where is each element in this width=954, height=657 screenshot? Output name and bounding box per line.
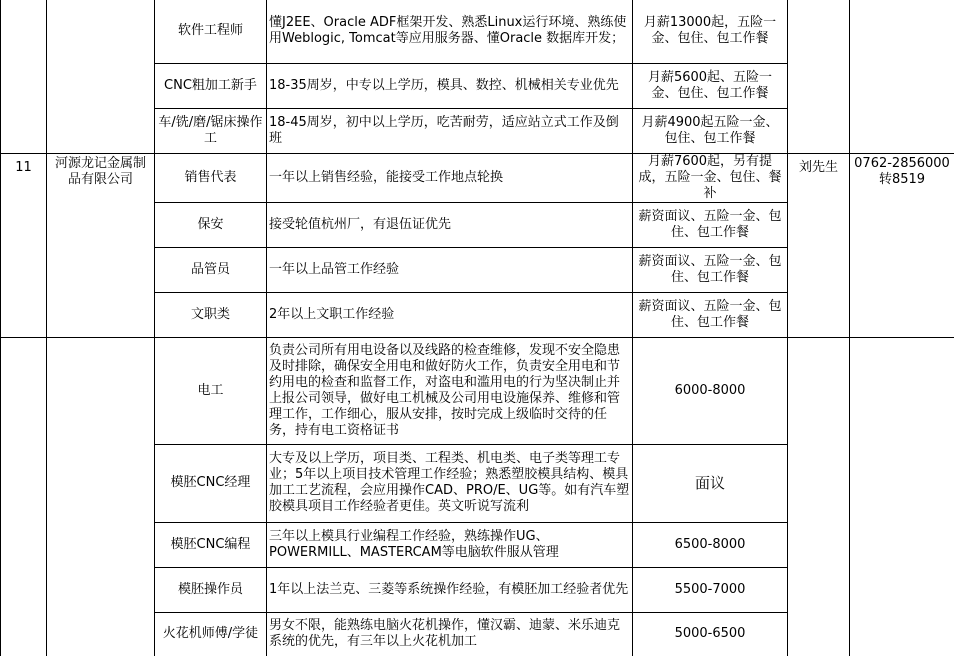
job-title: 保安 [155, 202, 267, 247]
job-salary: 面议 [633, 444, 788, 522]
job-requirement: 18-35周岁，中专以上学历，模具、数控、机械相关专业优先 [267, 63, 633, 108]
phone-cell-next [850, 337, 954, 656]
job-title: 模胚操作员 [155, 567, 267, 612]
job-title: 销售代表 [155, 153, 267, 202]
job-salary: 5500-7000 [633, 567, 788, 612]
job-requirement: 一年以上销售经验，能接受工作地点轮换 [267, 153, 633, 202]
job-salary: 薪资面议、五险一金、包住、包工作餐 [633, 247, 788, 292]
job-title: 火花机师傅/学徒 [155, 612, 267, 656]
job-title: 软件工程师 [155, 0, 267, 63]
job-requirement: 18-45周岁，初中以上学历，吃苦耐劳，适应站立式工作及倒班 [267, 108, 633, 153]
job-requirement: 懂J2EE、Oracle ADF框架开发、熟悉Linux运行环境、熟练使用Weblogic, Tomcat等应用服务器、懂Oracle 数据库开发； [267, 0, 633, 63]
company-index: 11 [1, 153, 47, 337]
job-requirement: 2年以上文职工作经验 [267, 292, 633, 337]
job-title: 品管员 [155, 247, 267, 292]
table-row [1, 153, 954, 202]
contact-cell-prev [788, 0, 850, 153]
table-row [1, 0, 954, 63]
company-name: 河源龙记金属制品有限公司 [47, 153, 155, 337]
job-salary: 5000-6500 [633, 612, 788, 656]
job-title: CNC粗加工新手 [155, 63, 267, 108]
job-requirement: 接受轮值杭州厂，有退伍证优先 [267, 202, 633, 247]
job-salary: 薪资面议、五险一金、包住、包工作餐 [633, 292, 788, 337]
company-cell-next [47, 337, 155, 656]
job-salary: 薪资面议、五险一金、包住、包工作餐 [633, 202, 788, 247]
job-requirement: 负责公司所有用电设备以及线路的检查维修，发现不安全隐患及时排除，确保安全用电和做好防火工作，负责安全用电和节约用电的检查和监督工作，对盗电和滥用电的行为坚决制止并上报公司领导，做好电工机械及公司用电设施保养、维修和管理工作，工作细心，服从安排，按时完成上级临时交待的任务，持有电工资格证书 [267, 337, 633, 444]
job-salary: 月薪4900起五险一金、包住、包工作餐 [633, 108, 788, 153]
job-title: 模胚CNC编程 [155, 522, 267, 567]
job-requirement: 大专及以上学历，项目类、工程类、机电类、电子类等理工专业；5年以上项目技术管理工作经验；熟悉塑胶模具结构、模具加工工艺流程，会应用操作CAD、PRO/E、UG等。如有汽车塑胶模具项目工作经验者更佳。英文听说写流利 [267, 444, 633, 522]
job-requirement: 三年以上模具行业编程工作经验，熟练操作UG、POWERMILL、MASTERCAM等电脑软件服从管理 [267, 522, 633, 567]
job-title: 模胚CNC经理 [155, 444, 267, 522]
job-salary: 月薪5600起、五险一金、包住、包工作餐 [633, 63, 788, 108]
job-salary: 月薪13000起，五险一金、包住、包工作餐 [633, 0, 788, 63]
index-cell-next [1, 337, 47, 656]
job-requirement: 1年以上法兰克、三菱等系统操作经验，有模胚加工经验者优先 [267, 567, 633, 612]
contact-phone: 0762-2856000转8519 [850, 153, 954, 337]
job-title: 车/铣/磨/锯床操作工 [155, 108, 267, 153]
job-title: 电工 [155, 337, 267, 444]
job-requirement: 男女不限，能熟练电脑火花机操作，懂汉霸、迪蒙、米乐迪克系统的优先，有三年以上火花机加工 [267, 612, 633, 656]
index-cell-prev [1, 0, 47, 153]
company-cell-prev [47, 0, 155, 153]
job-salary: 月薪7600起，另有提成，五险一金、包住、餐补 [633, 153, 788, 202]
phone-cell-prev [850, 0, 954, 153]
contact-cell-next [788, 337, 850, 656]
job-salary: 6500-8000 [633, 522, 788, 567]
job-requirement: 一年以上品管工作经验 [267, 247, 633, 292]
job-salary: 6000-8000 [633, 337, 788, 444]
table-row [1, 337, 954, 444]
job-title: 文职类 [155, 292, 267, 337]
contact-person: 刘先生 [788, 153, 850, 337]
